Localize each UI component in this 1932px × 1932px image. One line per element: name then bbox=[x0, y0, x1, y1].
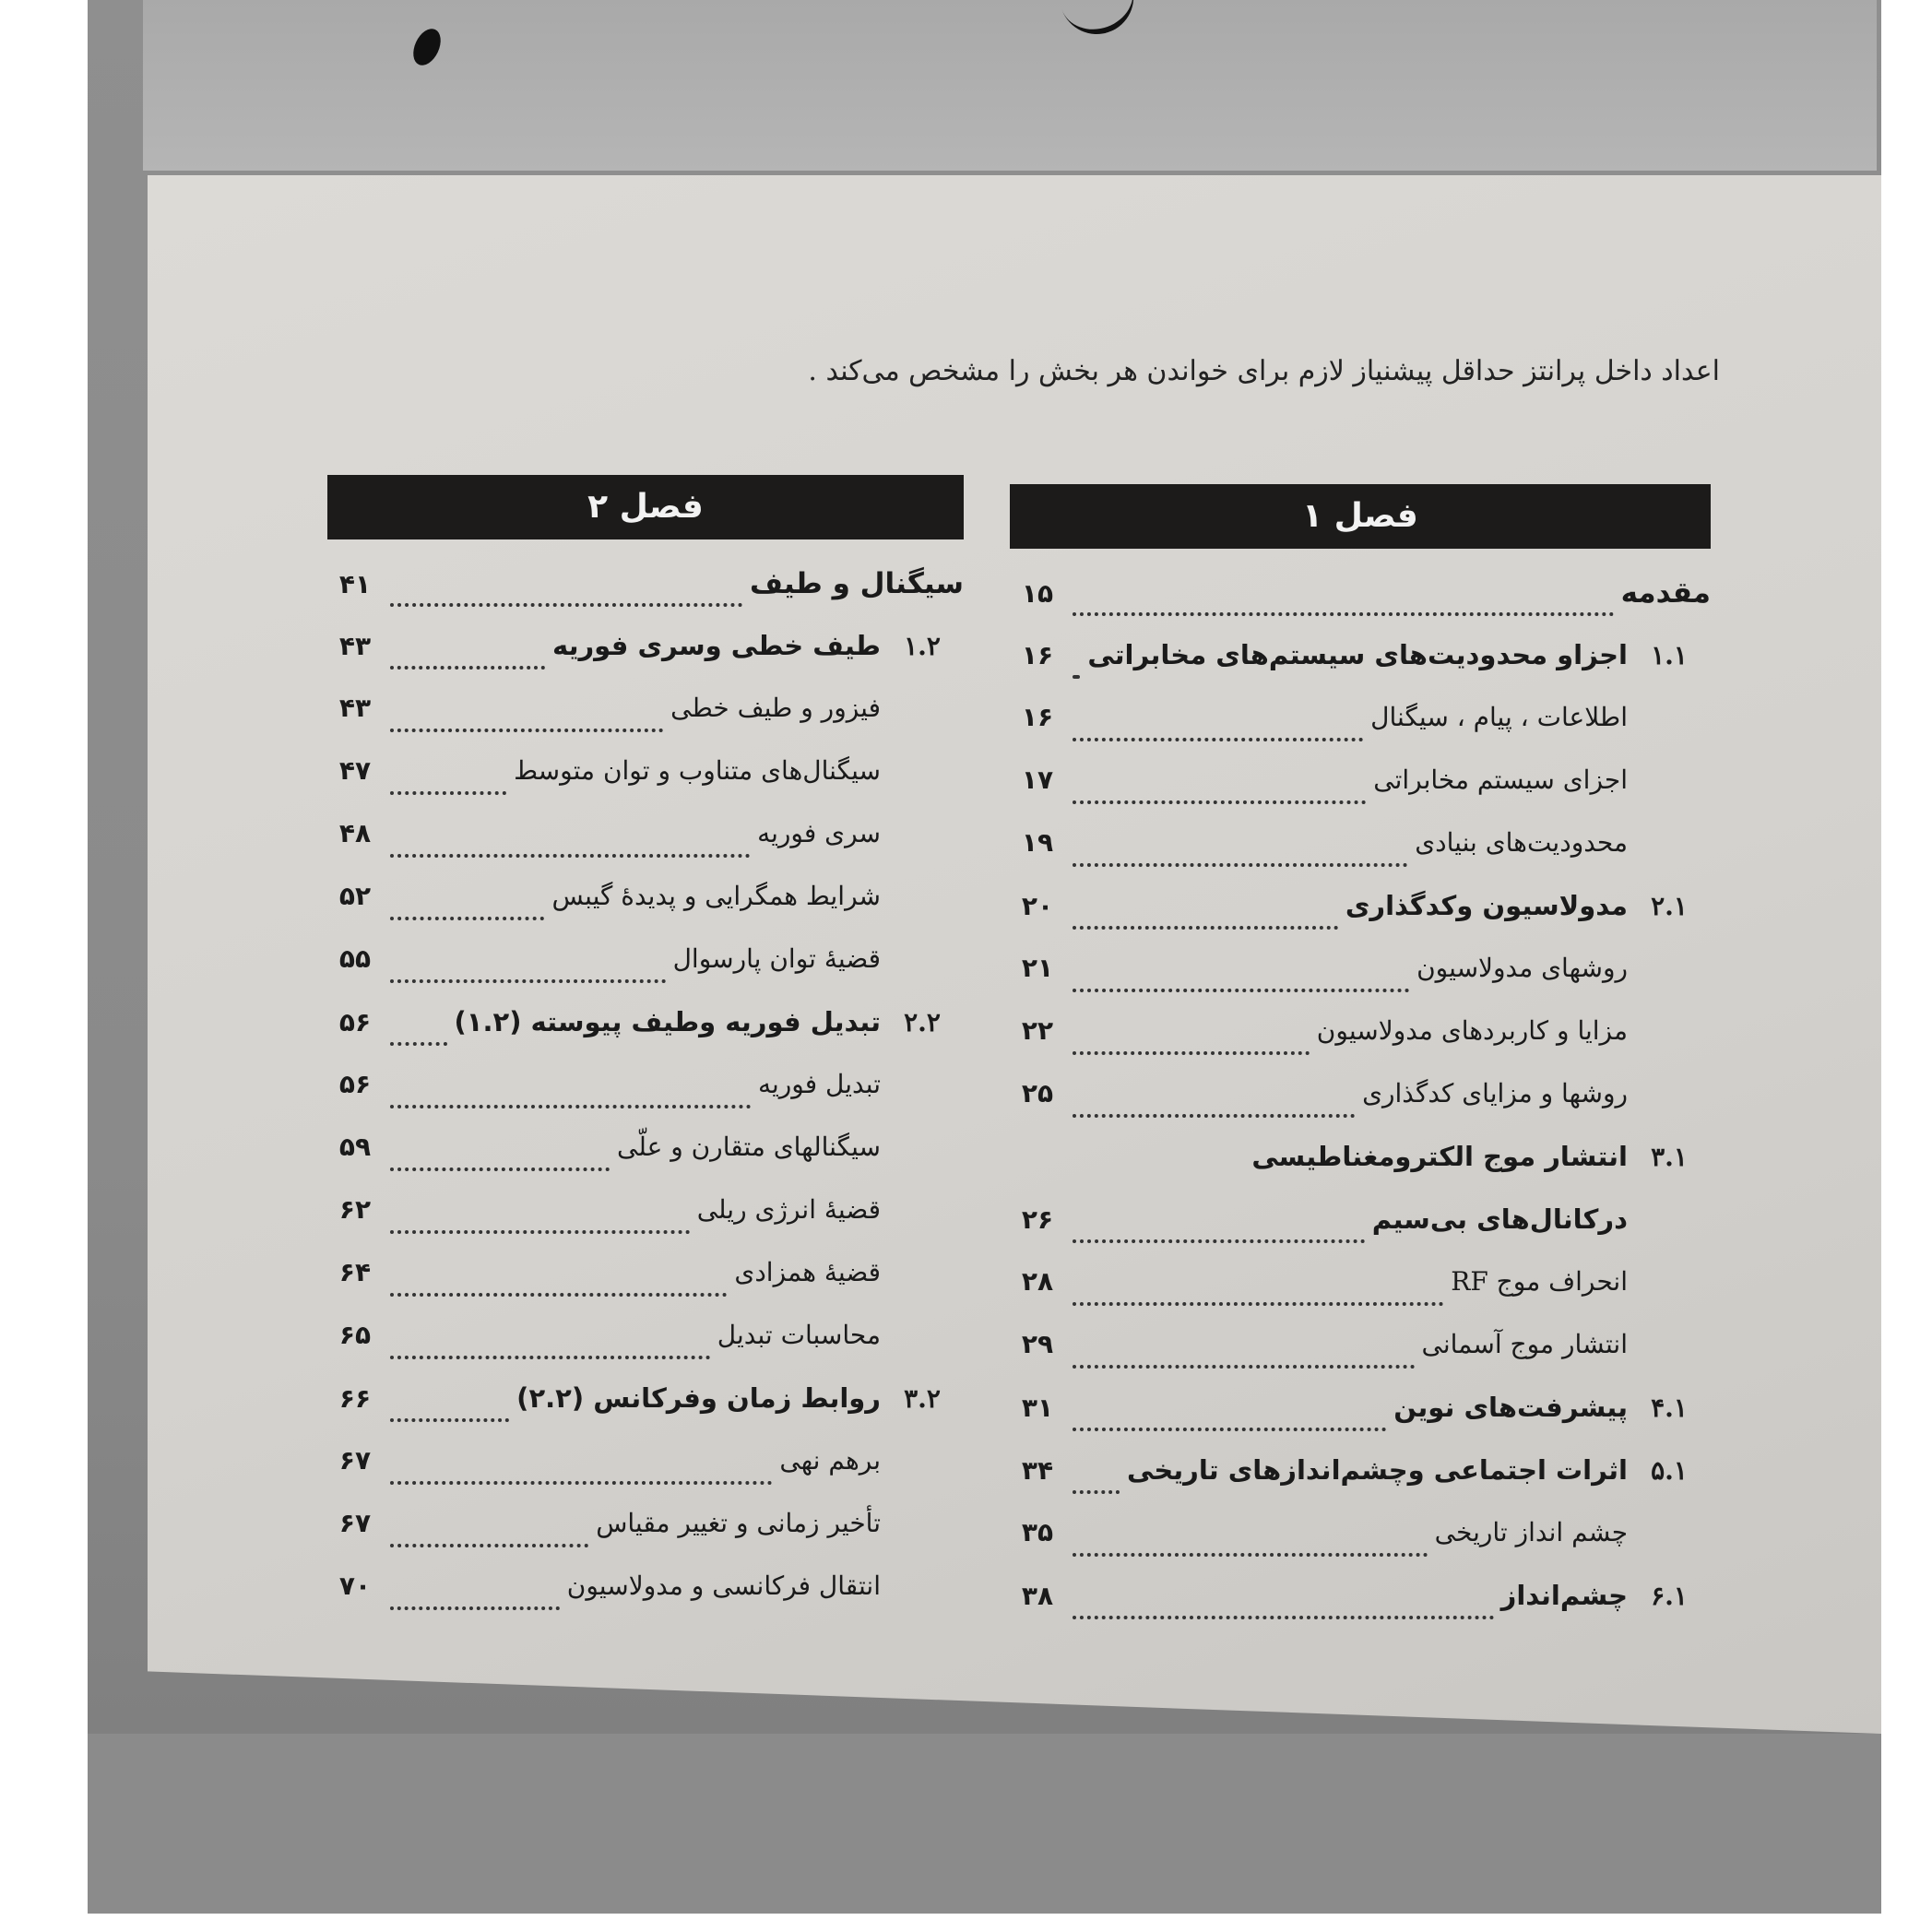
dot-leader bbox=[390, 854, 750, 858]
toc-entry bbox=[1010, 827, 1711, 890]
toc-entry bbox=[327, 818, 964, 881]
toc-entry bbox=[327, 1570, 964, 1633]
toc-entry bbox=[327, 1194, 964, 1257]
toc-entry bbox=[1010, 639, 1711, 702]
entry-title: سری فوریه bbox=[757, 818, 881, 848]
entry-title: قضیهٔ انرژی ریلی bbox=[696, 1194, 881, 1225]
entry-title: چشم‌انداز bbox=[1500, 1580, 1628, 1611]
section-number: ۲.۱ bbox=[1651, 891, 1688, 921]
page-number: ۴۳ bbox=[338, 631, 372, 661]
entry-title: تأخیر زمانی و تغییر مقیاس bbox=[596, 1508, 881, 1538]
toc-entry bbox=[327, 1132, 964, 1194]
chapter-2-column bbox=[327, 475, 964, 1633]
entry-title: پیشرفت‌های نوین bbox=[1393, 1392, 1628, 1423]
entry-title: روشهای مدولاسیون bbox=[1416, 953, 1628, 983]
dot-leader bbox=[1073, 738, 1363, 741]
entry-title: قضیهٔ همزادی bbox=[734, 1257, 881, 1287]
entry-title: اجزاو محدودیت‌های سیستم‌های مخابراتی bbox=[1087, 639, 1628, 670]
dot-leader bbox=[390, 1356, 710, 1359]
dot-leader bbox=[390, 729, 663, 732]
toc-entry bbox=[1010, 765, 1711, 827]
toc-entry bbox=[1010, 1141, 1711, 1203]
dot-leader bbox=[1073, 1616, 1494, 1619]
entry-title: مقدمه bbox=[1620, 576, 1711, 610]
dot-leader bbox=[1073, 863, 1407, 867]
toc-entry bbox=[1010, 1015, 1711, 1078]
page-number: ۲۵ bbox=[1021, 1078, 1054, 1108]
dot-leader bbox=[390, 791, 506, 795]
toc-entry bbox=[327, 1320, 964, 1382]
dot-leader bbox=[1073, 800, 1366, 804]
entry-title: شرایط همگرایی و پدیدهٔ گیبس bbox=[551, 881, 881, 911]
dot-leader bbox=[390, 1105, 751, 1108]
dot-leader bbox=[1073, 926, 1338, 930]
page-number: ۲۸ bbox=[1021, 1266, 1054, 1297]
dot-leader bbox=[390, 1418, 509, 1422]
entry-title: انحراف موج RF bbox=[1451, 1266, 1628, 1297]
dot-leader bbox=[1073, 1051, 1310, 1055]
entry-title: اجزای سیستم مخابراتی bbox=[1373, 765, 1628, 795]
dot-leader bbox=[390, 1606, 560, 1610]
entry-title: سیگنال‌های متناوب و توان متوسط bbox=[514, 755, 881, 786]
toc-entry bbox=[327, 1382, 964, 1445]
toc-entry bbox=[327, 755, 964, 818]
dot-leader bbox=[1073, 1428, 1386, 1431]
ink-stroke bbox=[1061, 0, 1144, 44]
dot-leader bbox=[1073, 1239, 1365, 1243]
entry-title: محاسبات تبدیل bbox=[717, 1320, 881, 1350]
page-number: ۱۶ bbox=[1021, 702, 1054, 732]
dot-leader bbox=[1073, 1365, 1415, 1369]
entry-title: تبدیل فوریه وطیف پیوسته (۱.۲) bbox=[454, 1006, 881, 1037]
dot-leader bbox=[390, 917, 544, 920]
page-number: ۲۹ bbox=[1021, 1329, 1054, 1359]
page-number: ۲۶ bbox=[1021, 1204, 1054, 1235]
entry-title: قضیهٔ توان پارسوال bbox=[672, 943, 881, 974]
entry-title: سیگنال و طیف bbox=[750, 567, 964, 600]
page-number: ۶۲ bbox=[338, 1194, 372, 1225]
page-number: ۲۰ bbox=[1021, 891, 1054, 921]
page-number: ۶۵ bbox=[338, 1320, 372, 1350]
toc-entry bbox=[1010, 1078, 1711, 1141]
dot-leader bbox=[1073, 1490, 1120, 1494]
toc-entry bbox=[1010, 1454, 1711, 1517]
page-number: ۱۶ bbox=[1021, 640, 1054, 670]
chapter-1-entries bbox=[1010, 576, 1711, 1642]
toc-entry bbox=[327, 881, 964, 943]
chapter-1-heading: فصل ۱ bbox=[1010, 484, 1711, 549]
section-number: ۲.۲ bbox=[904, 1007, 941, 1037]
page-number: ۴۳ bbox=[338, 693, 372, 723]
page-number: ۲۲ bbox=[1021, 1015, 1054, 1046]
page-number: ۶۴ bbox=[338, 1257, 372, 1287]
page-number: ۵۶ bbox=[338, 1069, 372, 1099]
toc-entry bbox=[327, 693, 964, 755]
entry-title: برهم نهی bbox=[779, 1445, 881, 1476]
dot-leader bbox=[1073, 1302, 1443, 1306]
previous-page-strip bbox=[143, 0, 1877, 171]
toc-entry bbox=[1010, 576, 1711, 639]
chapter-2-heading: فصل ۲ bbox=[327, 475, 964, 539]
page-number: ۵۶ bbox=[338, 1007, 372, 1037]
toc-entry bbox=[1010, 1329, 1711, 1392]
entry-title: چشم انداز تاریخی bbox=[1434, 1517, 1628, 1547]
dot-leader bbox=[390, 1042, 447, 1046]
toc-entry bbox=[327, 1508, 964, 1570]
section-number: ۱.۲ bbox=[904, 631, 941, 661]
section-number: ۳.۲ bbox=[904, 1383, 941, 1414]
toc-entry bbox=[1010, 1266, 1711, 1329]
chapter-2-entries bbox=[327, 567, 964, 1633]
section-number: ۳.۱ bbox=[1651, 1142, 1688, 1172]
page-number: ۵۹ bbox=[338, 1132, 372, 1162]
dot-leader bbox=[390, 666, 545, 670]
page-number: ۲۱ bbox=[1021, 953, 1054, 983]
entry-title: روابط زمان وفرکانس (۲.۲) bbox=[516, 1382, 881, 1414]
dot-leader bbox=[1073, 1114, 1355, 1118]
dot-leader bbox=[1073, 612, 1614, 616]
dot-leader bbox=[390, 1167, 610, 1171]
dot-leader bbox=[390, 1293, 727, 1297]
page-number: ۴۷ bbox=[338, 755, 372, 786]
toc-entry bbox=[327, 1069, 964, 1132]
dot-leader bbox=[1073, 989, 1409, 992]
toc-entry bbox=[327, 1445, 964, 1508]
entry-title: تبدیل فوریه bbox=[757, 1069, 881, 1099]
entry-title: انتشار موج الکترومغناطیسی bbox=[1251, 1141, 1628, 1172]
toc-entry bbox=[327, 630, 964, 693]
toc-entry bbox=[1010, 1203, 1711, 1266]
dot-leader bbox=[1073, 1553, 1428, 1557]
section-number: ۵.۱ bbox=[1651, 1455, 1688, 1486]
entry-title: مدولاسیون وکدگذاری bbox=[1345, 890, 1628, 921]
entry-title: سیگنالهای متقارن و علّی bbox=[616, 1132, 881, 1162]
section-number: ۴.۱ bbox=[1651, 1393, 1688, 1423]
toc-entry bbox=[327, 567, 964, 630]
page-number: ۳۵ bbox=[1021, 1517, 1054, 1547]
intro-note: اعداد داخل پرانتز حداقل پیشنیاز لازم برای خواندن هر بخش را مشخص می‌کند . bbox=[808, 355, 1720, 387]
toc-entry bbox=[1010, 1580, 1711, 1642]
ink-mark bbox=[408, 24, 445, 69]
dot-leader bbox=[390, 979, 666, 983]
page-number: ۴۸ bbox=[338, 818, 372, 848]
page-number: ۴۱ bbox=[338, 569, 372, 599]
toc-entry bbox=[327, 943, 964, 1006]
page-number: ۳۱ bbox=[1021, 1393, 1054, 1423]
dot-leader bbox=[390, 1544, 588, 1547]
toc-entry bbox=[1010, 1392, 1711, 1454]
entry-title: اثرات اجتماعی وچشم‌اندازهای تاریخی bbox=[1127, 1454, 1628, 1486]
entry-title: انتقال فرکانسی و مدولاسیون bbox=[566, 1570, 881, 1601]
page-number: ۱۹ bbox=[1021, 827, 1054, 858]
toc-entry bbox=[327, 1257, 964, 1320]
page-number: ۵۵ bbox=[338, 943, 372, 974]
entry-title: فیزور و طیف خطی bbox=[670, 693, 881, 723]
page-number: ۵۲ bbox=[338, 881, 372, 911]
dot-leader bbox=[390, 1230, 690, 1234]
entry-title: انتشار موج آسمانی bbox=[1421, 1329, 1628, 1359]
dot-leader bbox=[390, 1481, 772, 1485]
toc-entry bbox=[1010, 953, 1711, 1015]
chapter-1-column bbox=[1010, 484, 1711, 1642]
bottom-shadow bbox=[88, 1734, 1881, 1914]
dot-leader bbox=[1073, 675, 1080, 679]
entry-title: درکانال‌های بی‌سیم bbox=[1371, 1203, 1628, 1235]
toc-entry bbox=[1010, 702, 1711, 765]
entry-title: طیف خطی وسری فوریه bbox=[552, 630, 881, 661]
page-number: ۳۸ bbox=[1021, 1581, 1054, 1611]
entry-title: اطلاعات ، پیام ، سیگنال bbox=[1370, 702, 1628, 732]
dot-leader bbox=[390, 603, 742, 607]
toc-entry bbox=[1010, 1517, 1711, 1580]
entry-title: محدودیت‌های بنیادی bbox=[1415, 827, 1628, 858]
page-number: ۶۶ bbox=[338, 1383, 372, 1414]
page-number: ۳۴ bbox=[1021, 1455, 1054, 1486]
page-number: ۶۷ bbox=[338, 1508, 372, 1538]
section-number: ۶.۱ bbox=[1651, 1581, 1688, 1611]
page-number: ۷۰ bbox=[338, 1570, 372, 1601]
page-number: ۱۵ bbox=[1021, 578, 1054, 609]
entry-title: مزایا و کاربردهای مدولاسیون bbox=[1316, 1015, 1628, 1046]
toc-entry bbox=[1010, 890, 1711, 953]
section-number: ۱.۱ bbox=[1651, 640, 1688, 670]
page-number: ۶۷ bbox=[338, 1445, 372, 1476]
toc-entry bbox=[327, 1006, 964, 1069]
entry-title: روشها و مزایای کدگذاری bbox=[1362, 1078, 1628, 1108]
page-number: ۱۷ bbox=[1021, 765, 1054, 795]
